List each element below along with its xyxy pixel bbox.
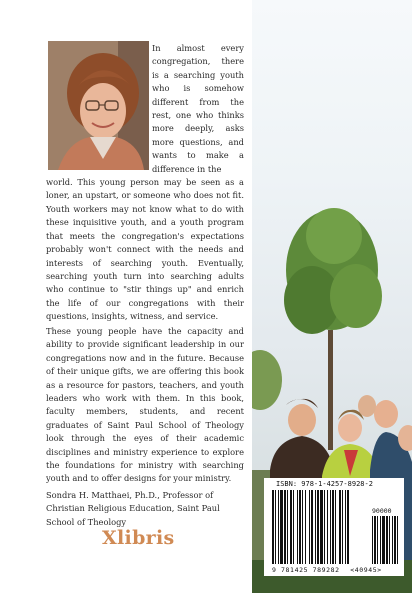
photo-panel (252, 0, 412, 593)
paragraph-1-rest: world. This young person may be seen as a loner, an upstart, or someone who does not fit. Youth workers may not know what to do with these inquisitive youth, and a youth program that meets the congregation's expectations probably won't connect with the needs and interests of searching youth. Eventually, searching youth turn into searching adults who continue to "stir things up" and enrich the life of our congregations with their questions, insights, witness, and service. (46, 177, 244, 322)
publisher-logo: Xlibris (102, 527, 175, 549)
author-credit: Sondra H. Matthaei, Ph.D., Professor of Christian Religious Education, Saint Paul School of Theology (46, 490, 220, 527)
barcode-bars (264, 478, 404, 576)
price-code: 90000 (372, 507, 392, 515)
barcode-label (264, 478, 404, 576)
isbn-text: ISBN: 978-1-4257-8928-2 (276, 480, 373, 488)
description-paragraph-1 (46, 42, 244, 324)
ean-number: 9 781425 789282 (272, 566, 340, 574)
addon-code: <40945> (350, 566, 382, 574)
ean-digits (272, 566, 382, 574)
paragraph-1-lead: In almost every congregation, there is a searching youth who is somehow different from the rest, one who thinks more deeply, asks more questions, and wants to make a difference in the (152, 43, 244, 174)
description-paragraph-2: These young people have the capacity and ability to provide significant leadership in our congregations now and in the future. Because of their unique gifts, we are offering this book as a resource for pastors, teachers, and youth leaders who work with them. In this book, faculty members, students, and recent graduates of Saint Paul School of Theology look through the eyes of their academic disciplines and ministry experience to explore the foundations for ministry with searching youth and to offer designs for your ministry. (46, 326, 244, 484)
